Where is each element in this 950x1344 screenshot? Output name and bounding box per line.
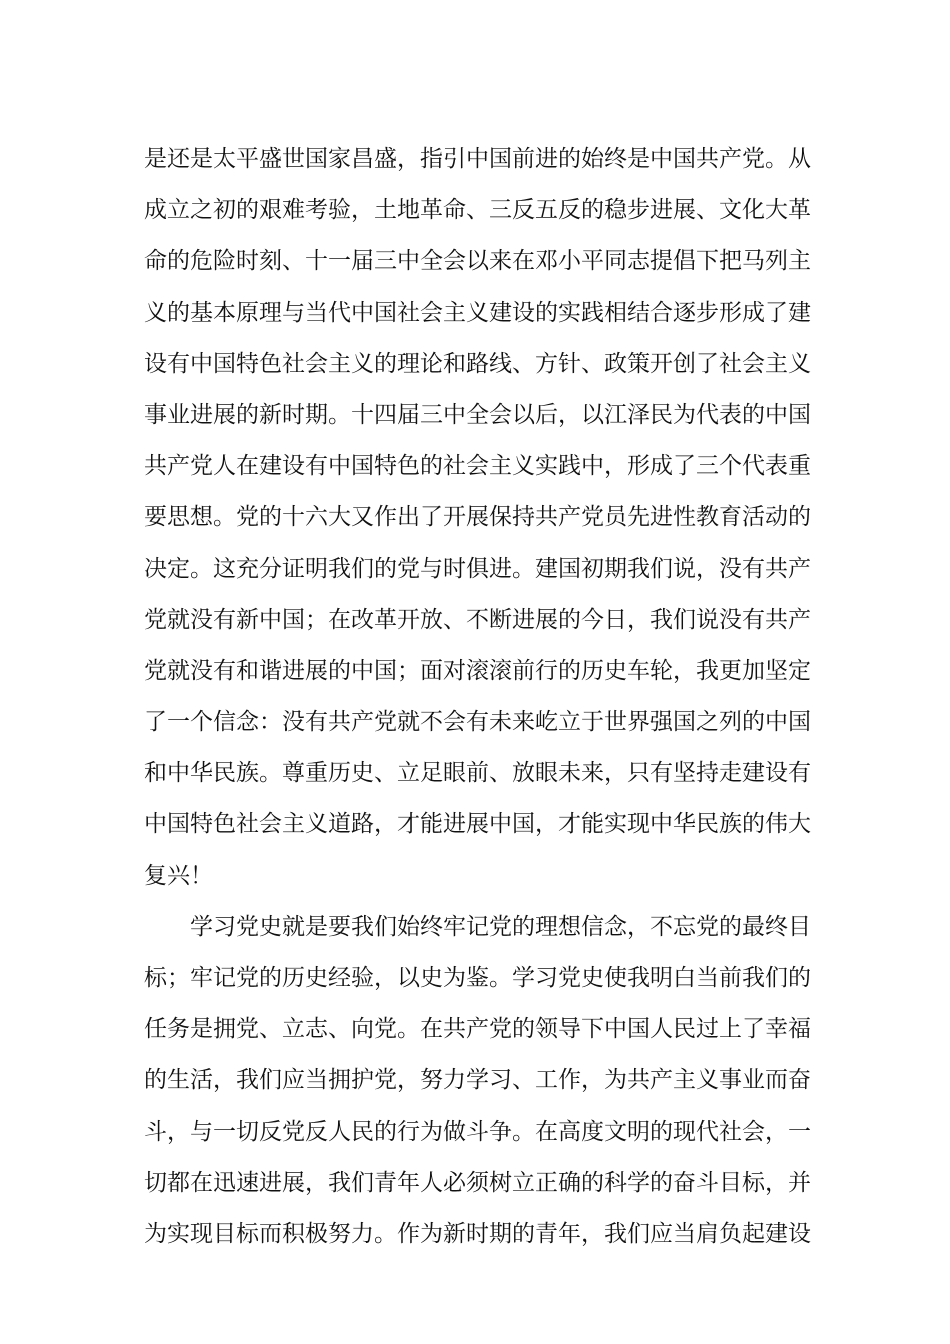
text-line: 了一个信念：没有共产党就不会有未来屹立于世界强国之列的中国 (144, 709, 811, 736)
text-line: 要思想。党的十六大又作出了开展保持共产党员先进性教育活动的 (144, 504, 811, 531)
text-line: 斗，与一切反党反人民的行为做斗争。在高度文明的现代社会，一 (144, 1118, 811, 1145)
text-line: 是还是太平盛世国家昌盛，指引中国前进的始终是中国共产党。从 (144, 146, 811, 172)
text-line: 中国特色社会主义道路，才能进展中国，才能实现中华民族的伟大 (144, 811, 811, 838)
text-line: 党就没有新中国；在改革开放、不断进展的今日，我们说没有共产 (144, 606, 811, 633)
text-line: 设有中国特色社会主义的理论和路线、方针、政策开创了社会主义 (144, 350, 811, 377)
text-line: 决定。这充分证明我们的党与时俱进。建国初期我们说，没有共产 (144, 555, 811, 582)
text-line: 的生活，我们应当拥护党，努力学习、工作，为共产主义事业而奋 (144, 1067, 811, 1094)
paragraph-continued (144, 134, 811, 902)
text-line: 切都在迅速进展，我们青年人必须树立正确的科学的奋斗目标，并 (144, 1169, 811, 1196)
paragraph-party-history (144, 902, 811, 1260)
text-line: 和中华民族。尊重历史、立足眼前、放眼未来，只有坚持走建设有 (144, 760, 811, 787)
text-line: 学习党史就是要我们始终牢记党的理想信念，不忘党的最终目 (190, 913, 811, 940)
text-line: 为实现目标而积极努力。作为新时期的青年，我们应当肩负起建设 (144, 1220, 811, 1247)
text-line: 任务是拥党、立志、向党。在共产党的领导下中国人民过上了幸福 (144, 1016, 811, 1043)
text-line: 事业进展的新时期。十四届三中全会以后，以江泽民为代表的中国 (144, 401, 811, 428)
text-line: 共产党人在建设有中国特色的社会主义实践中，形成了三个代表重 (144, 453, 811, 480)
text-line: 义的基本原理与当代中国社会主义建设的实践相结合逐步形成了建 (144, 299, 811, 326)
text-line: 党就没有和谐进展的中国；面对滚滚前行的历史车轮，我更加坚定 (144, 657, 811, 684)
text-line: 复兴！ (144, 862, 213, 889)
body-text (144, 134, 811, 1260)
text-line: 命的危险时刻、十一届三中全会以来在邓小平同志提倡下把马列主 (144, 248, 811, 275)
text-line: 标；牢记党的历史经验，以史为鉴。学习党史使我明白当前我们的 (144, 965, 811, 991)
text-line: 成立之初的艰难考验，土地革命、三反五反的稳步进展、文化大革 (144, 197, 811, 224)
